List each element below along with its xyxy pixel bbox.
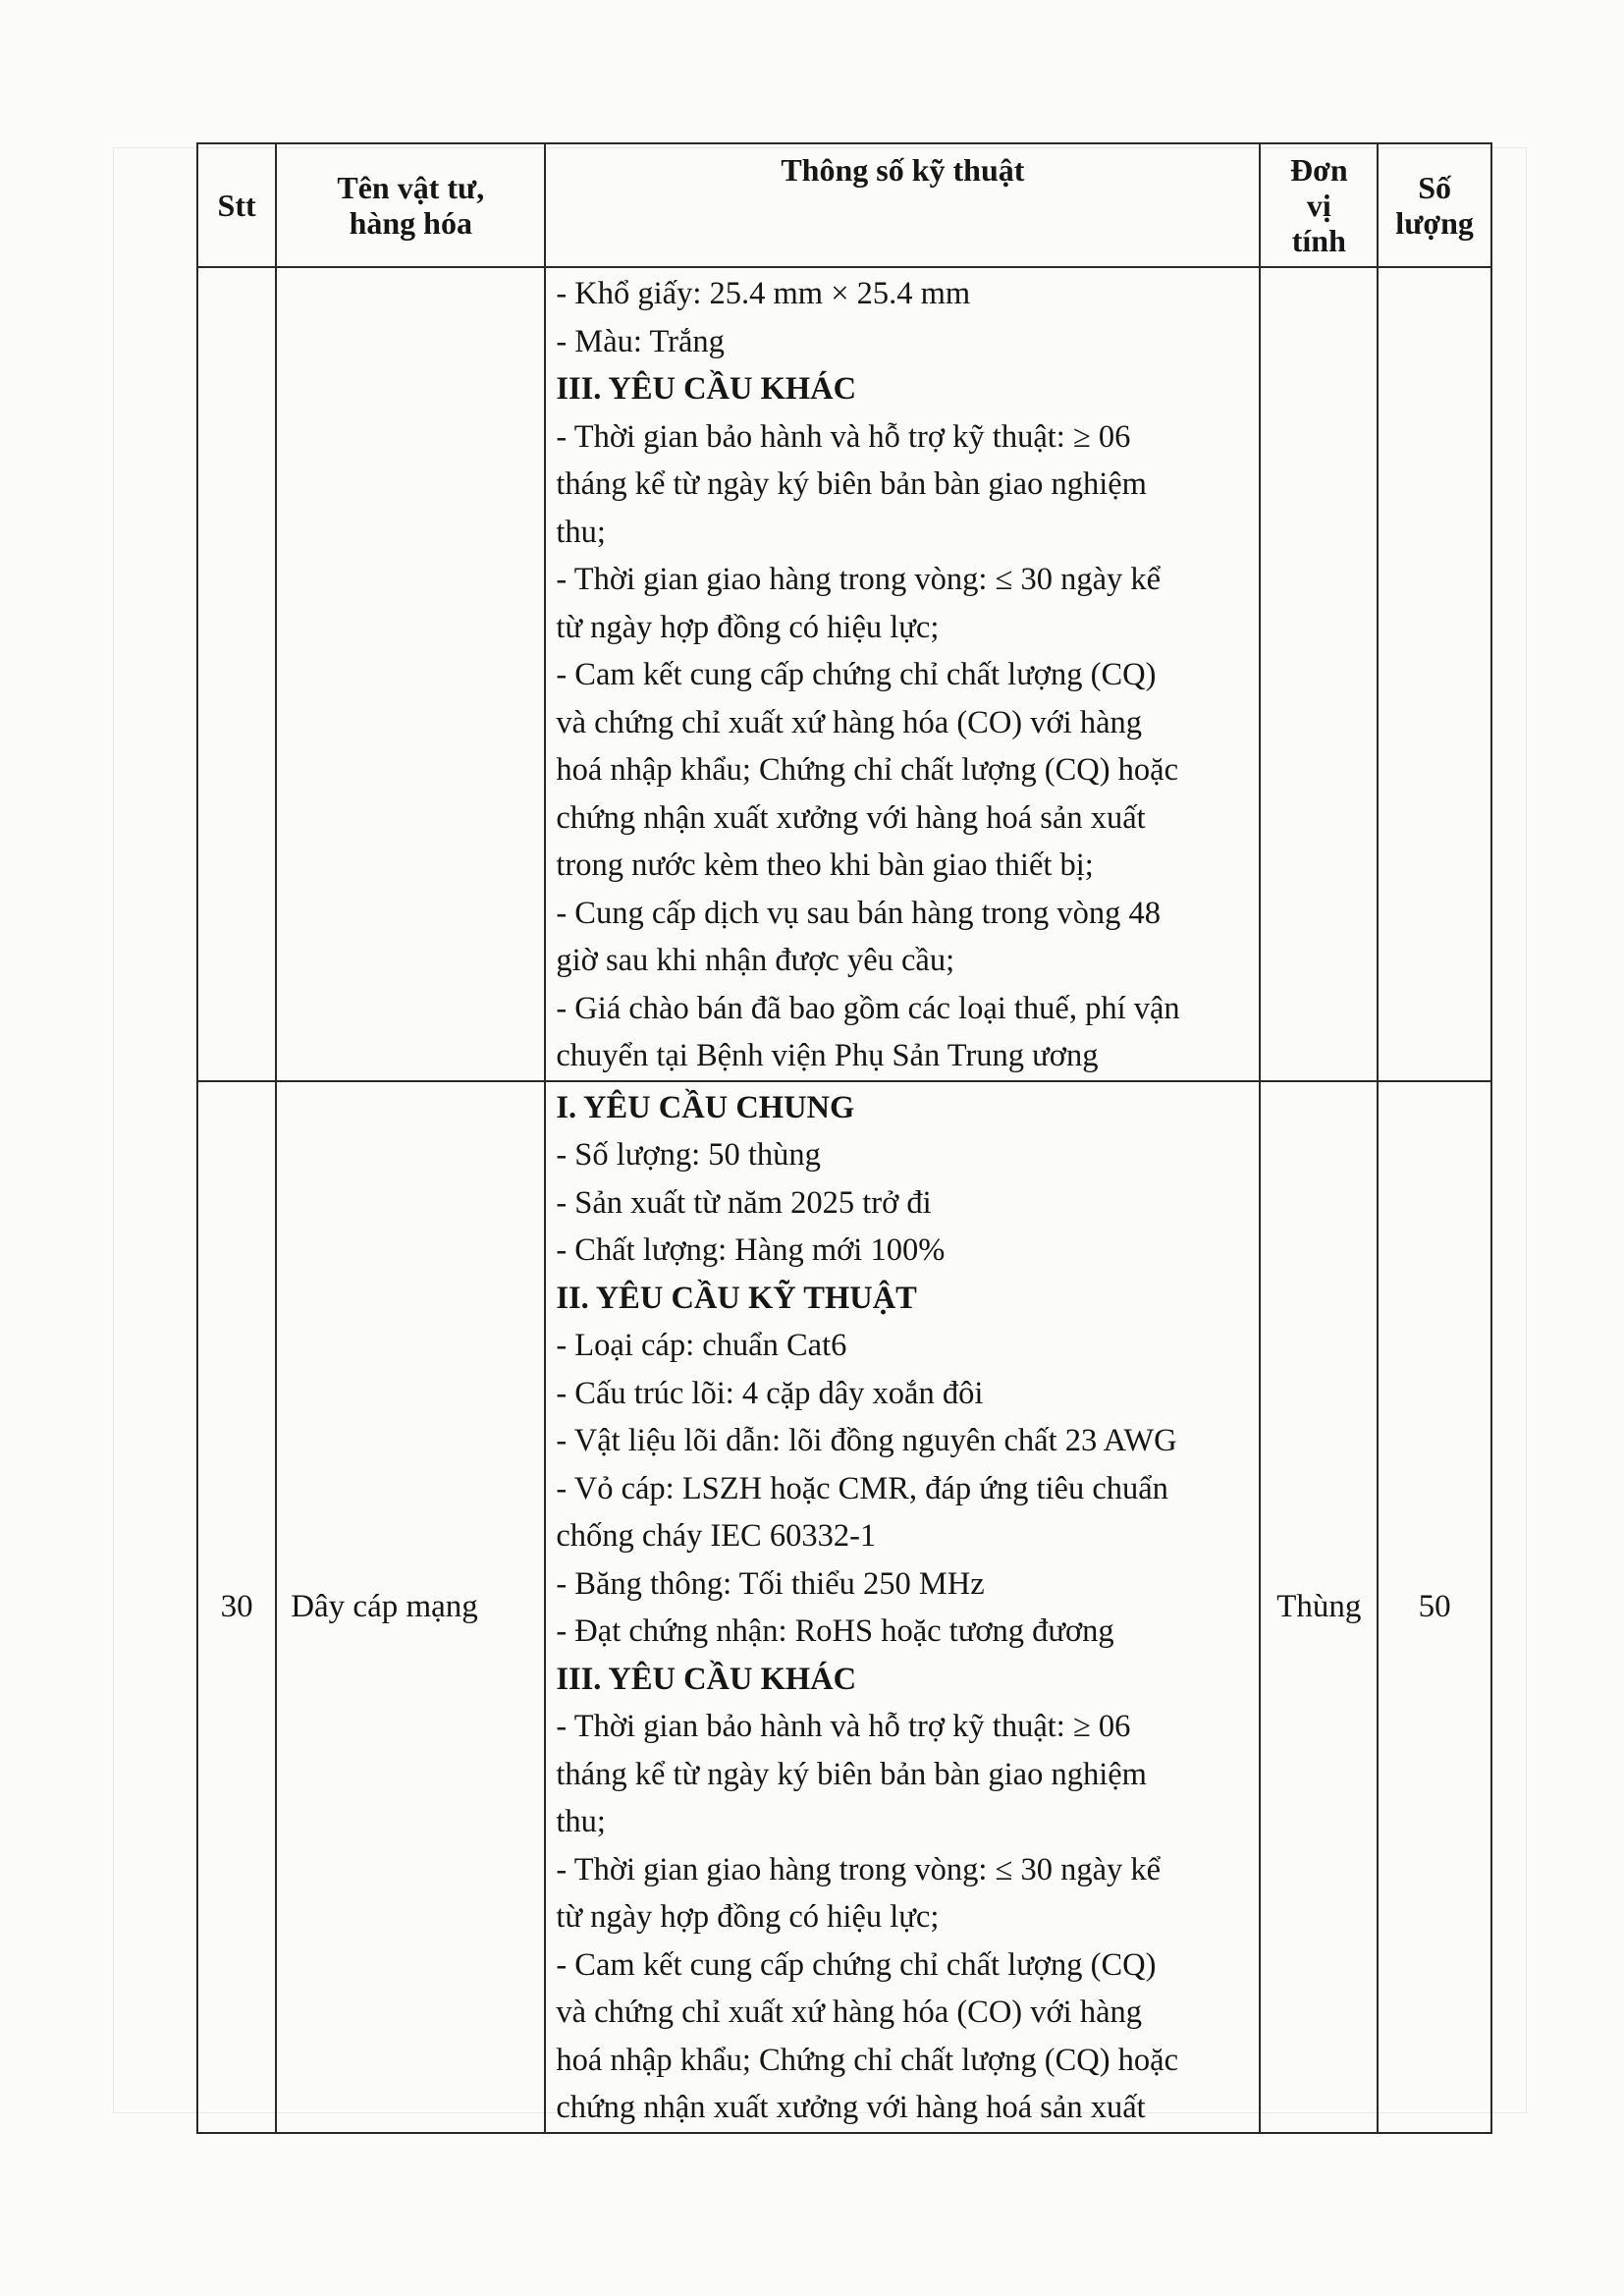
header-quantity-line1: Số: [1418, 170, 1451, 205]
spec-line: - Giá chào bán đã bao gồm các loại thuế, phí vận: [556, 990, 1180, 1026]
spec-line: tháng kể từ ngày ký biên bản bàn giao nghiệm: [556, 466, 1147, 502]
spec-line: - Băng thông: Tối thiểu 250 MHz: [556, 1565, 985, 1602]
header-unit-line2: vị: [1306, 188, 1331, 223]
spec-line: chuyển tại Bệnh viện Phụ Sản Trung ương: [556, 1038, 1099, 1073]
spec-line: và chứng chỉ xuất xứ hàng hóa (CO) với hàng: [556, 1995, 1143, 2030]
spec-line: hoá nhập khẩu; Chứng chỉ chất lượng (CQ) hoặc: [556, 2042, 1179, 2078]
spec-line: giờ sau khi nhận được yêu cầu;: [556, 943, 955, 978]
spec-line: - Chất lượng: Hàng mới 100%: [556, 1232, 946, 1268]
row-spec-lines: [546, 268, 1259, 1080]
spec-line: từ ngày hợp đồng có hiệu lực;: [556, 1899, 940, 1935]
spec-line: trong nước kèm theo khi bàn giao thiết bị;: [556, 847, 1094, 883]
table-row: [197, 1081, 1491, 2133]
row-spec-lines: [546, 1082, 1259, 2132]
header-quantity: [1378, 143, 1491, 267]
spec-line: chứng nhận xuất xưởng với hàng hoá sản xuất: [556, 799, 1146, 836]
header-unit-line3: tính: [1291, 223, 1346, 258]
spec-line: - Thời gian bảo hành và hỗ trợ kỹ thuật: ≥ 06: [556, 1709, 1131, 1744]
header-item-name: [276, 143, 545, 267]
spec-line: chứng nhận xuất xưởng với hàng hoá sản xuất: [556, 2090, 1146, 2125]
spec-section-heading: I. YÊU CẦU CHUNG: [556, 1089, 855, 1125]
spec-line: chống cháy IEC 60332-1: [556, 1518, 877, 1554]
spec-line: - Đạt chứng nhận: RoHS hoặc tương đương: [556, 1613, 1114, 1649]
header-quantity-line2: lượng: [1395, 205, 1474, 241]
row-item-name: [276, 267, 545, 1081]
row-quantity: 50: [1378, 1081, 1491, 2133]
header-item-name-line2: hàng hóa: [349, 205, 472, 241]
spec-line: - Cấu trúc lõi: 4 cặp dây xoắn đôi: [556, 1375, 984, 1411]
spec-line: thu;: [556, 1804, 606, 1839]
spec-line: - Vỏ cáp: LSZH hoặc CMR, đáp ứng tiêu chuẩn: [556, 1470, 1168, 1506]
spec-section-heading: III. YÊU CẦU KHÁC: [556, 1661, 857, 1697]
row-stt: 30: [197, 1081, 276, 2133]
spec-line: - Sản xuất từ năm 2025 trở đi: [556, 1184, 932, 1221]
spec-line: - Thời gian bảo hành và hỗ trợ kỹ thuật: ≥ 06: [556, 418, 1131, 455]
header-item-name-line1: Tên vật tư,: [337, 170, 485, 205]
spec-line: hoá nhập khẩu; Chứng chỉ chất lượng (CQ) hoặc: [556, 752, 1179, 788]
header-unit: [1260, 143, 1378, 267]
row-quantity: [1378, 267, 1491, 1081]
spec-line: - Khổ giấy: 25.4 mm × 25.4 mm: [556, 276, 971, 311]
header-stt: Stt: [197, 143, 276, 267]
spec-table: [196, 142, 1492, 2134]
spec-line: - Thời gian giao hàng trong vòng: ≤ 30 ngày kể: [556, 562, 1162, 597]
table-header-row: [197, 143, 1491, 267]
spec-line: từ ngày hợp đồng có hiệu lực;: [556, 609, 940, 645]
spec-line: - Thời gian giao hàng trong vòng: ≤ 30 ngày kể: [556, 1851, 1162, 1887]
spec-line: - Vật liệu lõi dẫn: lõi đồng nguyên chất 23 AWG: [556, 1423, 1177, 1458]
row-stt: [197, 267, 276, 1081]
spec-line: - Cung cấp dịch vụ sau bán hàng trong vòng 48: [556, 895, 1161, 931]
spec-line: thu;: [556, 514, 606, 550]
spec-line: tháng kể từ ngày ký biên bản bàn giao nghiệm: [556, 1756, 1147, 1792]
spec-section-heading: III. YÊU CẦU KHÁC: [556, 371, 857, 407]
table-row: [197, 267, 1491, 1081]
row-item-name: Dây cáp mạng: [276, 1081, 545, 2133]
header-spec: Thông số kỹ thuật: [545, 143, 1260, 267]
spec-line: - Số lượng: 50 thùng: [556, 1137, 821, 1173]
row-unit: Thùng: [1260, 1081, 1378, 2133]
spec-section-heading: II. YÊU CẦU KỸ THUẬT: [556, 1280, 917, 1316]
header-unit-line1: Đơn: [1290, 152, 1348, 188]
row-spec: [545, 267, 1260, 1081]
spec-line: và chứng chỉ xuất xứ hàng hóa (CO) với hàng: [556, 704, 1143, 740]
row-unit: [1260, 267, 1378, 1081]
spec-line: - Loại cáp: chuẩn Cat6: [556, 1328, 847, 1363]
spec-line: - Cam kết cung cấp chứng chỉ chất lượng (CQ): [556, 657, 1157, 692]
spec-line: - Màu: Trắng: [556, 323, 725, 359]
row-spec: [545, 1081, 1260, 2133]
spec-line: - Cam kết cung cấp chứng chỉ chất lượng (CQ): [556, 1946, 1157, 1983]
